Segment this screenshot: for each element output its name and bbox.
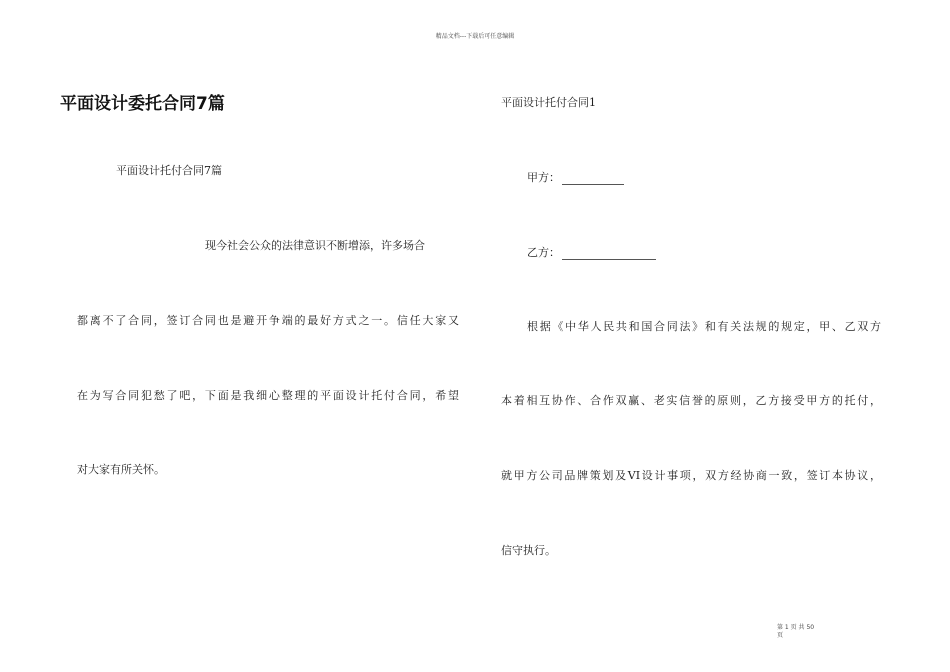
page-number-line: 页 [777, 632, 784, 639]
party-a-blank [562, 173, 624, 185]
contract-heading: 平面设计托付合同1 [501, 96, 596, 109]
right-paragraph-line: 本着相互协作、合作双赢、老实信誉的原则，乙方接受甲方的托付， [501, 394, 881, 407]
left-paragraph-line: 现今社会公众的法律意识不断增添，许多场合 [205, 239, 425, 252]
party-a-row [527, 169, 624, 185]
party-a-label: 甲方： [527, 171, 560, 184]
party-b-blank [562, 248, 656, 260]
left-paragraph-line: 在为写合同犯愁了吧，下面是我细心整理的平面设计托付合同，希望 [77, 389, 459, 402]
left-paragraph-line: 对大家有所关怀。 [77, 463, 165, 476]
right-paragraph-line: 信守执行。 [501, 544, 556, 557]
left-paragraph-line: 都离不了合同，签订合同也是避开争端的最好方式之一。信任大家又 [77, 314, 459, 327]
party-b-row [527, 244, 656, 260]
page-number [777, 624, 814, 640]
page-number-line: 第 1 页 共 50 [777, 624, 815, 631]
header-note: 精品文档---下载后可任意编辑 [435, 33, 515, 40]
document-title: 平面设计委托合同7篇 [60, 94, 225, 114]
right-paragraph-line: 根据《中华人民共和国合同法》和有关法规的规定，甲、乙双方 [527, 320, 881, 333]
party-b-label: 乙方： [527, 246, 560, 259]
left-subtitle: 平面设计托付合同7篇 [116, 164, 222, 177]
right-paragraph-line: 就甲方公司品牌策划及VI设计事项，双方经协商一致，签订本协议， [501, 469, 881, 482]
